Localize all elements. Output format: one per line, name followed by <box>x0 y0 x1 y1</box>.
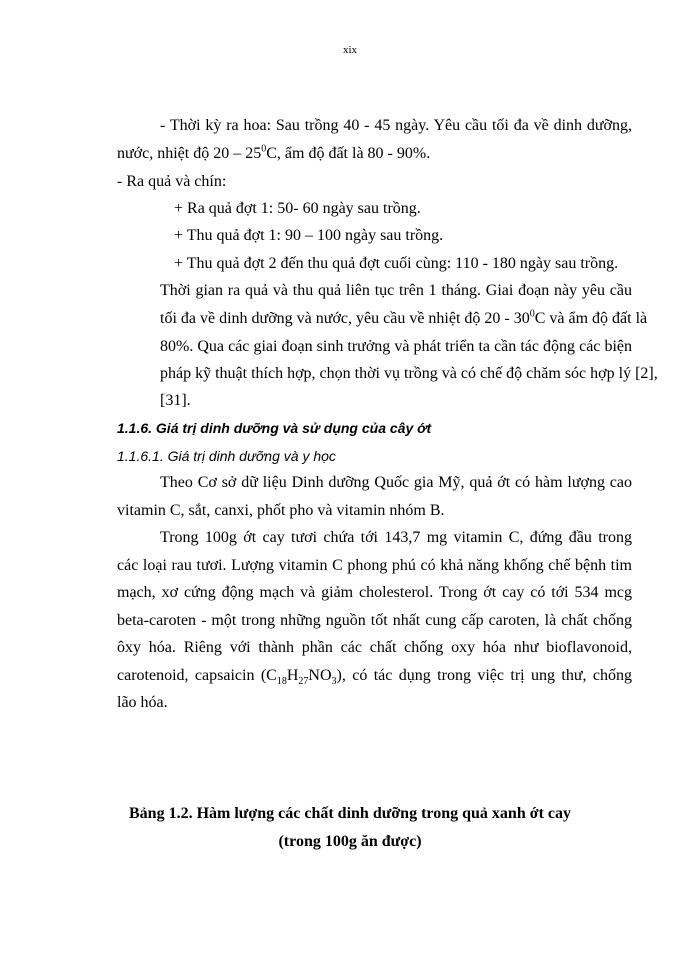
page-number: xix <box>342 44 358 56</box>
paragraph-line: pháp kỹ thuật thích hợp, chọn thời vụ trồng và có chế độ chăm sóc hợp lý [2], <box>160 365 658 382</box>
paragraph-line: Trong 100g ớt cay tươi chứa tới 143,7 mg vitamin C, đứng đầu trong <box>160 529 632 546</box>
paragraph-line: - Thời kỳ ra hoa: Sau trồng 40 - 45 ngày. Yêu cầu tối đa về dinh dưỡng, <box>160 117 632 134</box>
paragraph-line: tối đa về dinh dưỡng và nước, yêu cầu về nhiệt độ $20 - 30^0C$ và ẩm độ đất là <box>160 308 648 327</box>
list-item: + Ra quả đợt 1: 50- 60 ngày sau trồng. <box>174 200 421 217</box>
section-heading: 1.1.6. Giá trị dinh dưỡng và sử dụng của cây ớt <box>117 420 432 436</box>
paragraph-line: Thời gian ra quả và thu quả liên tục trên 1 tháng. Giai đoạn này yêu cầu <box>160 282 632 299</box>
paragraph-line: nước, nhiệt độ $20 - 25^0C$, ẩm độ đất là 80 - 90%. <box>117 143 431 162</box>
paragraph-line: lão hóa. <box>117 694 168 711</box>
list-item: + Thu quả đợt 1: 90 – 100 ngày sau trồng. <box>174 227 444 244</box>
table-caption: Bảng 1.2. Hàm lượng các chất dinh dưỡng trong quả xanh ớt cay <box>129 805 571 822</box>
paragraph-line: beta-caroten - một trong những nguồn tốt nhất cung cấp caroten, là chất chống <box>117 612 632 629</box>
paragraph-line: 80%. Qua các giai đoạn sinh trưởng và phát triển ta cần tác động các biện <box>160 338 632 355</box>
paragraph-line: ôxy hóa. Riêng với thành phần các chất chống oxy hóa như bioflavonoid, <box>117 639 632 656</box>
paragraph-line: carotenoid, capsaicin $(C_{18}H_{27}NO_3)$, có tác dụng trong việc trị ung thư, chống <box>117 667 633 688</box>
table-caption-sub: (trong 100g ăn được) <box>278 833 422 850</box>
subsection-heading: 1.1.6.1. Giá trị dinh dưỡng và y học <box>117 448 336 464</box>
paragraph-line: Theo Cơ sở dữ liệu Dinh dưỡng Quốc gia Mỹ, quả ớt có hàm lượng cao <box>160 474 632 491</box>
paragraph-line: mạch, xơ cứng động mạch và giảm cholesterol. Trong ớt cay có tới 534 mcg <box>117 584 632 601</box>
paragraph-line: vitamin C, sắt, canxi, phốt pho và vitamin nhóm B. <box>117 502 445 519</box>
paragraph-line: [31]. <box>160 392 191 409</box>
paragraph-line: các loại rau tươi. Lượng vitamin C phong phú có khả năng khống chế bệnh tim <box>117 557 632 574</box>
paragraph-line: - Ra quả và chín: <box>117 173 227 190</box>
list-item: + Thu quả đợt 2 đến thu quả đợt cuối cùng: 110 - 180 ngày sau trồng. <box>174 255 619 272</box>
